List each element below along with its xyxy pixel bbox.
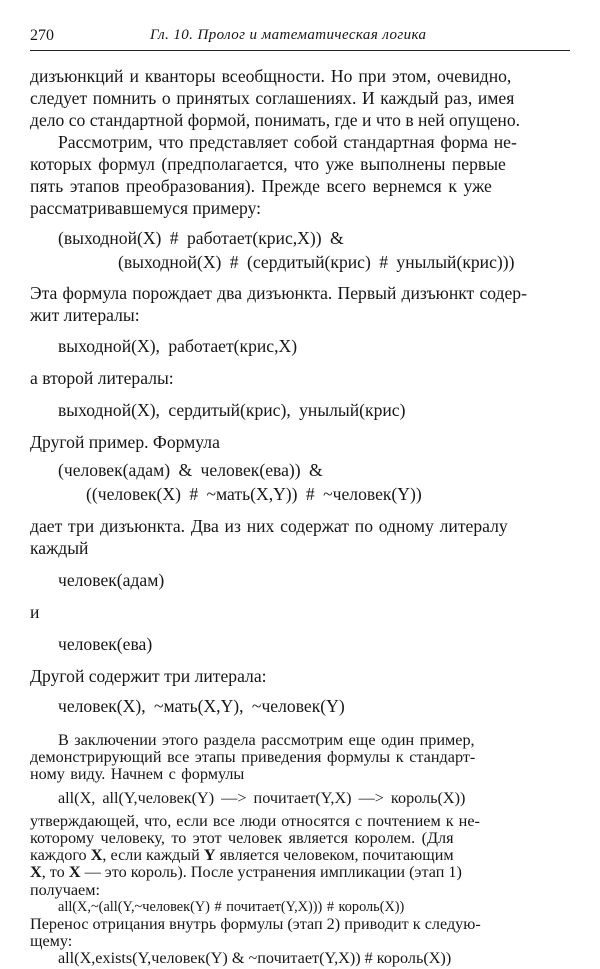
- formula-line: человек(X), ~мать(X,Y), ~человек(Y): [58, 696, 345, 716]
- formula-line: all(X, all(Y,человек(Y) —> почитает(Y,X) —> король(X)): [58, 788, 466, 807]
- text-line: Другой содержит три литерала:: [30, 666, 267, 686]
- text-line: получаем:: [30, 880, 100, 899]
- text-line: X, то X — это король). После устранения импликации (этап 1): [30, 863, 462, 882]
- text-line: жит литералы:: [30, 305, 140, 325]
- text-line: щему:: [30, 931, 73, 950]
- formula-line: all(X,~(all(Y,~человек(Y) # почитает(Y,X))) # король(X)): [58, 899, 405, 916]
- text-line: которому человеку, то этот человек является королем. (Для: [30, 829, 454, 848]
- formula-line: (человек(адам) & человек(ева)) &: [58, 460, 323, 480]
- text-line: следует помнить о принятых соглашениях. И каждый раз, имея: [30, 88, 515, 108]
- page-number: 270: [30, 27, 54, 44]
- text-line: В заключении этого раздела рассмотрим еще один пример,: [58, 731, 475, 749]
- text-line: дает три дизъюнкта. Два из них содержат по одному литералу: [30, 516, 508, 536]
- text-line: демонстрирующий все этапы приведения формулы к стандарт-: [30, 748, 476, 767]
- text-line: Рассмотрим, что представляет собой стандартная форма не-: [58, 132, 517, 152]
- formula-line: выходной(X), работает(крис,X): [58, 336, 298, 356]
- text-line: ному виду. Начнем с формулы: [30, 765, 245, 784]
- text-line: Эта формула порождает два дизъюнкта. Первый дизъюнкт содер-: [30, 283, 527, 303]
- text-line: пять этапов преобразования). Прежде всего вернемся к уже: [30, 176, 492, 196]
- text-line: каждого X, если каждый Y является человеком, почитающим: [30, 846, 454, 865]
- text-line: дело со стандартной формой, понимать, где и что в ней опущено.: [30, 110, 521, 130]
- formula-line: all(X,exists(Y,человек(Y) & ~почитает(Y,X)) # король(X)): [58, 949, 452, 967]
- formula-line: (выходной(X) # (сердитый(крис) # унылый(крис))): [118, 252, 515, 272]
- formula-line: (выходной(X) # работает(крис,X)) &: [58, 228, 344, 248]
- formula-line: ((человек(X) # ~мать(X,Y)) # ~человек(Y)): [86, 484, 422, 504]
- formula-line: человек(адам): [58, 570, 165, 590]
- text-line: которых формул (предполагается, что уже выполнены первые: [30, 154, 506, 174]
- header-rule: [30, 50, 570, 51]
- text-line: и: [30, 602, 40, 622]
- text-line: а второй литералы:: [30, 368, 174, 388]
- text-line: дизъюнкций и кванторы всеобщности. Но при этом, очевидно,: [30, 66, 512, 86]
- running-header: Гл. 10. Пролог и математическая логика: [150, 27, 427, 43]
- text-line: Другой пример. Формула: [30, 432, 220, 452]
- formula-line: человек(ева): [58, 634, 153, 654]
- text-line: утверждающей, что, если все люди относятся с почтением к не-: [30, 812, 480, 830]
- text-line: каждый: [30, 538, 89, 558]
- formula-line: выходной(X), сердитый(крис), унылый(крис): [58, 400, 406, 420]
- text-line: Перенос отрицания внутрь формулы (этап 2) приводит к следую-: [30, 914, 481, 933]
- text-line: рассматривавшемуся примеру:: [30, 198, 262, 218]
